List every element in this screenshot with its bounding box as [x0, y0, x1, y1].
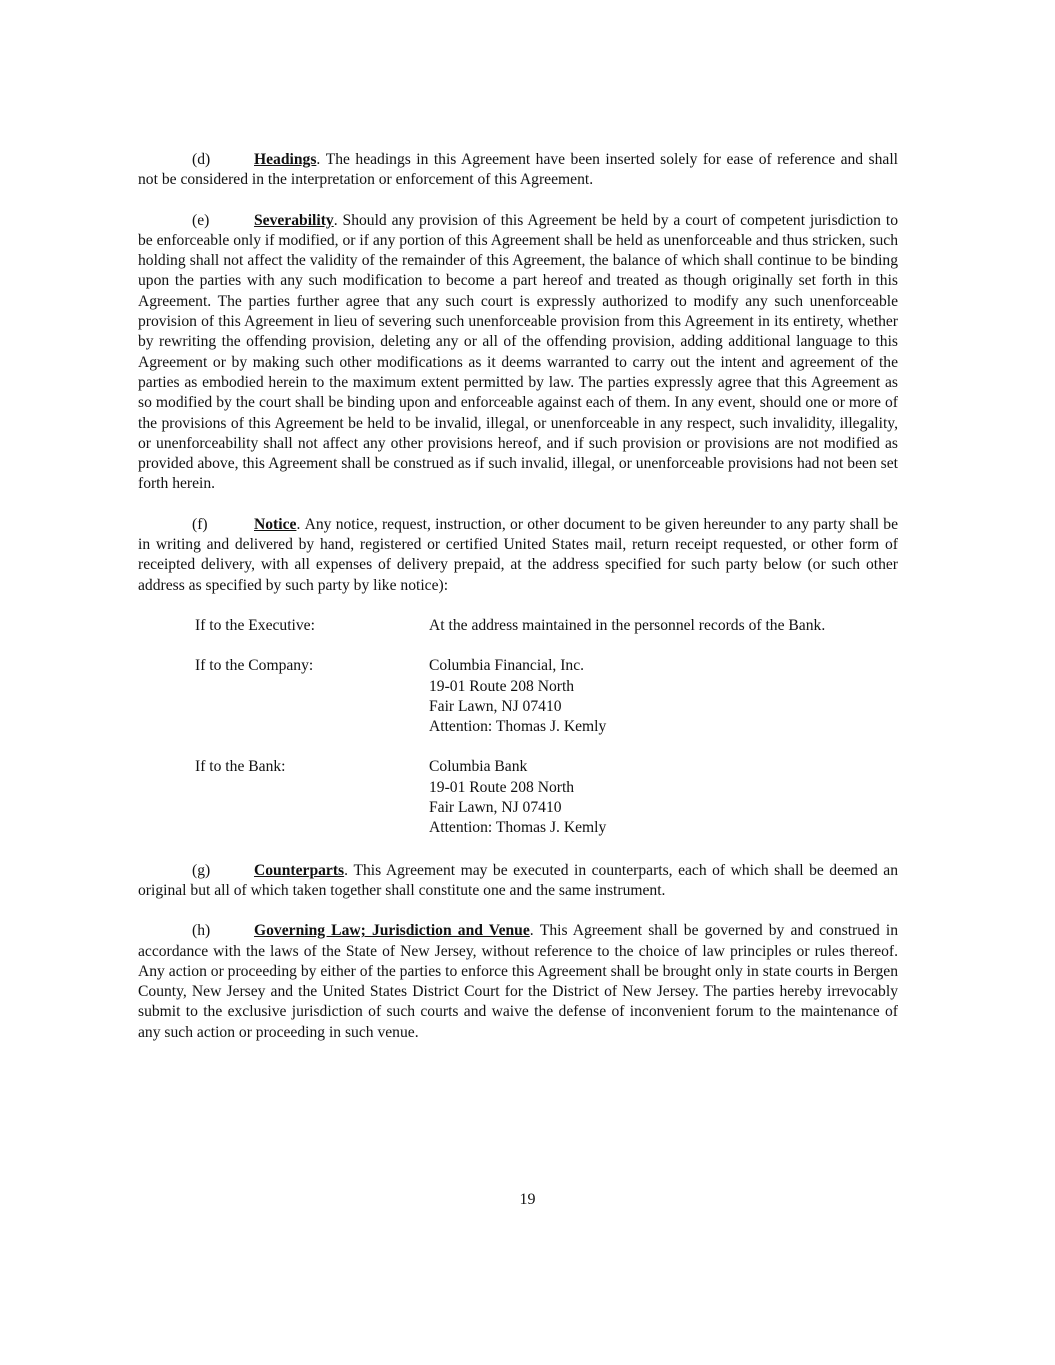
section-label: (d): [192, 151, 211, 168]
address-line: 19-01 Route 208 North: [429, 778, 575, 796]
address-lines: [429, 656, 898, 737]
address-recipient-label: If to the Bank:: [195, 758, 286, 776]
section-label: (e): [192, 211, 210, 229]
section-heading: Headings: [254, 151, 317, 168]
address-lines: [429, 757, 898, 838]
section-severability: [138, 211, 898, 495]
section-label: (h): [192, 922, 211, 940]
section-body: This Agreement may be executed in counterparts, each of which shall be deemed an original but all of which taken together shall constitute one and the same instrument.: [138, 861, 898, 899]
address-company: [195, 656, 898, 737]
heading-period: .: [344, 861, 348, 879]
section-heading: Governing Law; Jurisdiction and Venue: [254, 922, 530, 940]
address-bank: [195, 757, 898, 838]
heading-period: .: [529, 922, 534, 940]
address-line: Fair Lawn, NJ 07410: [429, 697, 562, 715]
section-heading: Notice: [254, 515, 297, 533]
section-label: (g): [192, 861, 211, 879]
section-heading: Counterparts: [254, 861, 345, 879]
address-recipient-label: If to the Executive:: [195, 616, 315, 634]
section-body: The headings in this Agreement have been inserted solely for ease of reference and shall not be considered in the interpretation or enforcement of this Agreement.: [138, 151, 898, 189]
document-page: [138, 150, 898, 1063]
section-body: Any notice, request, instruction, or other document to be given hereunder to any party shall be in writing and delivered by hand, registered or certified United States mail, return receipt requested, or other form of receipted delivery, with all expenses of delivery prepaid, at the address specified for such party below (or such other address as specified by such party by like notice):: [138, 515, 898, 594]
address-executive: [195, 616, 898, 636]
address-line: At the address maintained in the personnel records of the Bank.: [429, 616, 826, 634]
address-recipient-label: If to the Company:: [195, 657, 314, 675]
address-line: Columbia Financial, Inc.: [429, 657, 585, 675]
section-body: Should any provision of this Agreement be held by a court of competent jurisdiction to be enforceable only if modified, or if any portion of this Agreement shall be held as unenforceable and thus stricken, such holding shall not affect the validity of the remainder of this Agreement, the balance of which shall continue to be binding upon the parties with any such modification to become a part hereof and treated as though originally set forth in this Agreement. The parties further agree that any such court is expressly authorized to modify any such unenforceable provision of this Agreement in lieu of severing such unenforceable provision from this Agreement in its entirety, whether by rewriting the offending provision, deleting any or all of the offending provision, adding additional language to this Agreement or by making such other modifications as it deems warranted to carry out the intent and agreement of the parties as embodied herein to the maximum extent permitted by law. The parties expressly agree that this Agreement as so modified by the court shall be binding upon and enforceable against each of them. In any event, should one or more of the provisions of this Agreement be held to be invalid, illegal, or unenforceable in any respect, such invalidity, illegality, or unenforceability shall not affect any other provisions hereof, and if such provision or provisions are not modified as provided above, this Agreement shall be construed as if such invalid, illegal, or unenforceable provisions had not been set forth herein.: [138, 211, 898, 493]
address-line: Attention: Thomas J. Kemly: [429, 819, 607, 837]
address-line: Columbia Bank: [429, 758, 528, 776]
heading-period: .: [316, 151, 321, 168]
heading-period: .: [333, 211, 338, 229]
section-label: (f): [192, 515, 208, 533]
heading-period: .: [296, 515, 301, 533]
section-governing-law: [138, 921, 898, 1043]
address-line: 19-01 Route 208 North: [429, 677, 575, 695]
address-line: Attention: Thomas J. Kemly: [429, 718, 607, 736]
address-line: Fair Lawn, NJ 07410: [429, 799, 562, 817]
address-lines: [429, 616, 898, 636]
section-headings: [138, 150, 898, 191]
section-heading: Severability: [254, 211, 334, 229]
notice-addresses: [195, 616, 898, 839]
section-notice: [138, 515, 898, 596]
section-counterparts: [138, 861, 898, 902]
section-body: This Agreement shall be governed by and construed in accordance with the laws of the State of New Jersey, without reference to the choice of law principles or rules thereof. Any action or proceeding by either of the parties to enforce this Agreement shall be brought only in state courts in Bergen County, New Jersey and the United States District Court for the District of New Jersey. The parties hereby irrevocably submit to the exclusive jurisdiction of such courts and waive the defense of inconvenient forum to the maintenance of any such action or proceeding in such venue.: [138, 922, 898, 1041]
page-number: 19: [519, 1191, 536, 1208]
